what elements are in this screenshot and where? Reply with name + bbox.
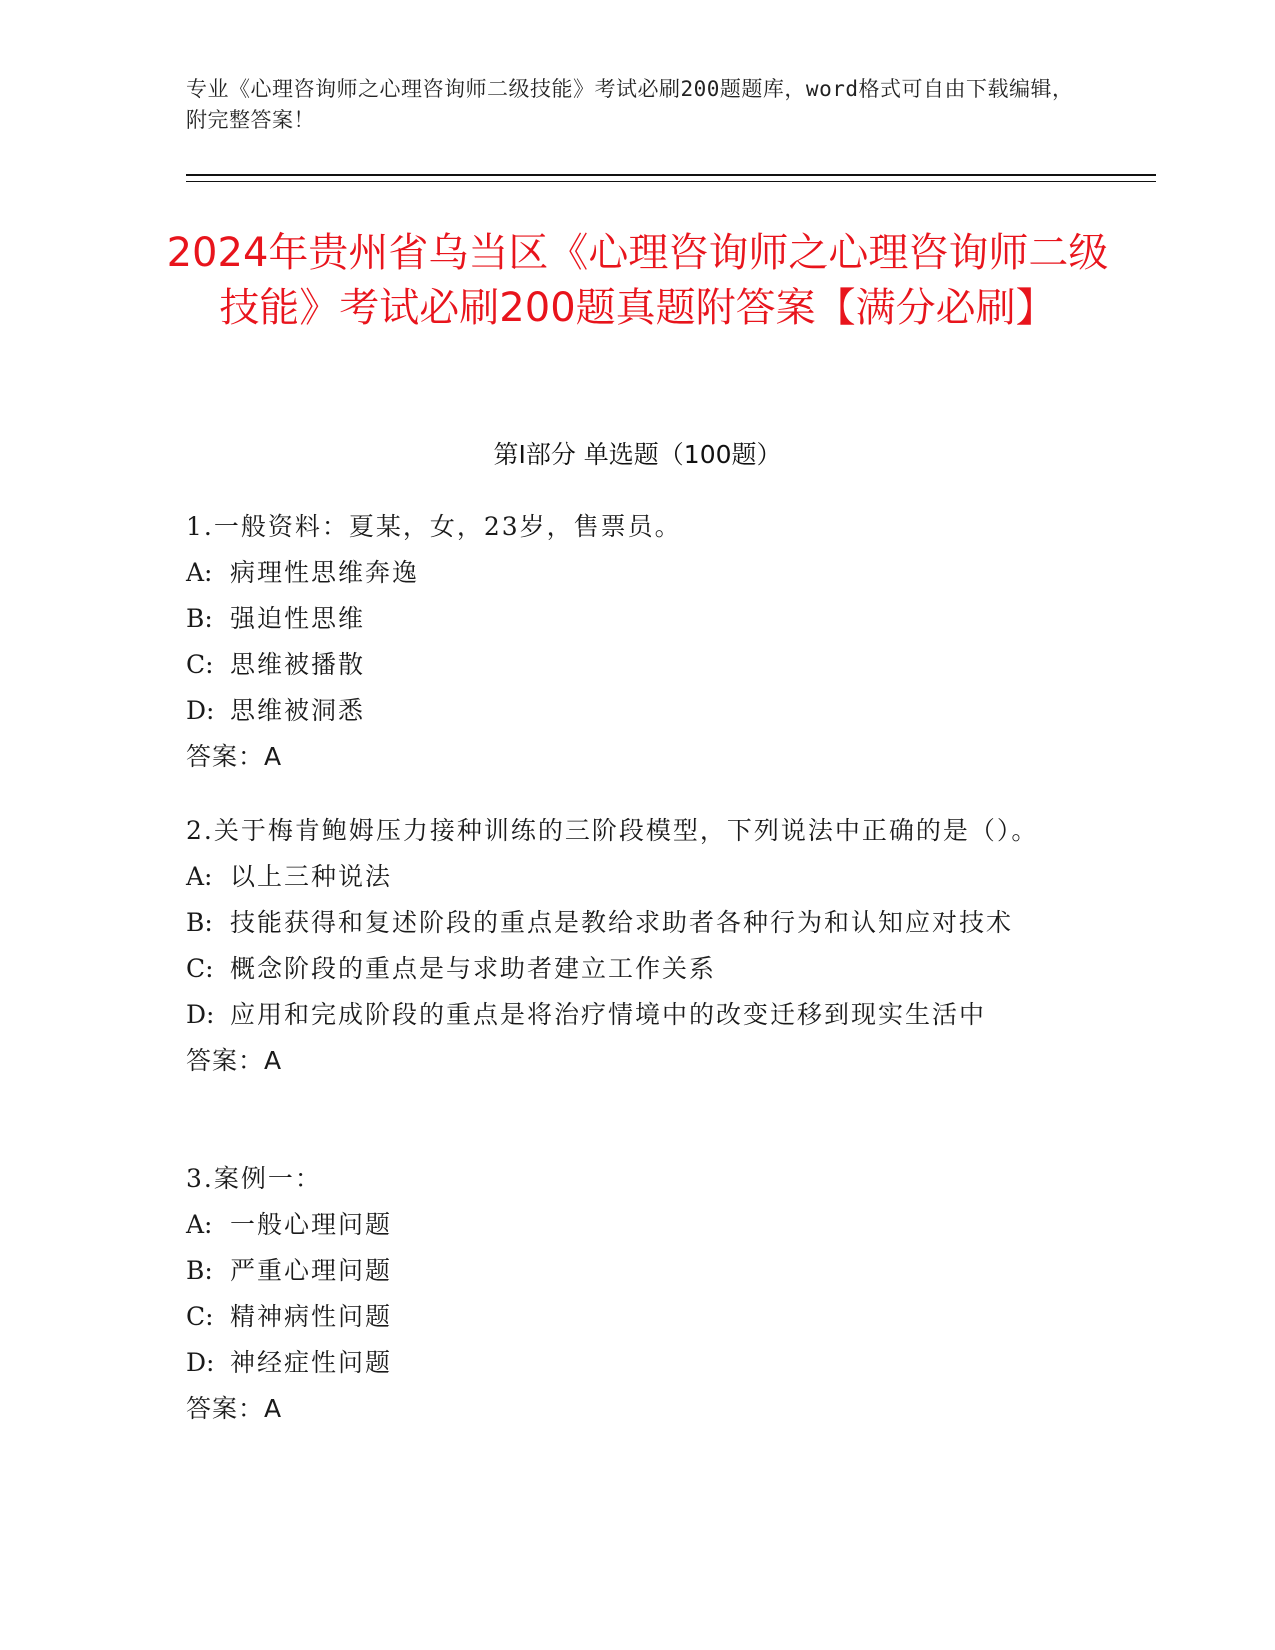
option-c	[186, 946, 1056, 992]
header-rule-thin	[186, 181, 1156, 182]
option-key: D:	[186, 1348, 215, 1377]
option-key: C:	[186, 1302, 214, 1331]
option-key: B:	[186, 908, 213, 937]
option-text: 一般心理问题	[230, 1210, 393, 1239]
option-d	[186, 1340, 1086, 1386]
question-2	[186, 808, 1056, 1084]
option-text: 以上三种说法	[230, 862, 393, 891]
option-key: B:	[186, 604, 213, 633]
answer-line: 答案：A	[186, 1046, 283, 1075]
option-a	[186, 1202, 1086, 1248]
option-c	[186, 642, 1086, 688]
option-text: 强迫性思维	[230, 604, 366, 633]
answer-line: 答案：A	[186, 742, 283, 771]
option-text: 思维被洞悉	[230, 696, 366, 725]
option-key: D:	[186, 1000, 215, 1029]
option-key: C:	[186, 954, 214, 983]
option-text: 神经症性问题	[230, 1348, 393, 1377]
option-text: 概念阶段的重点是与求助者建立工作关系	[230, 954, 717, 983]
option-key: D:	[186, 696, 215, 725]
option-a	[186, 550, 1086, 596]
document-title: 2024年贵州省乌当区《心理咨询师之心理咨询师二级技能》考试必刷200题真题附答案【满分必刷】	[166, 230, 1109, 331]
option-text: 精神病性问题	[230, 1302, 393, 1331]
option-c	[186, 1294, 1086, 1340]
section-heading: 第I部分 单选题（100题）	[493, 440, 782, 469]
answer-line: 答案：A	[186, 1394, 283, 1423]
question-stem: 2.关于梅肯鲍姆压力接种训练的三阶段模型，下列说法中正确的是（）。	[186, 816, 1039, 845]
option-key: A:	[186, 558, 213, 587]
option-key: A:	[186, 862, 213, 891]
option-a	[186, 854, 1056, 900]
option-text: 思维被播散	[230, 650, 366, 679]
header-rule-thick	[186, 174, 1156, 176]
option-key: C:	[186, 650, 214, 679]
option-b	[186, 596, 1086, 642]
option-text: 严重心理问题	[230, 1256, 393, 1285]
option-text: 病理性思维奔逸	[230, 558, 420, 587]
question-stem: 1.一般资料：夏某，女，23岁，售票员。	[186, 512, 682, 541]
option-b	[186, 900, 1056, 946]
header-note: 专业《心理咨询师之心理咨询师二级技能》考试必刷200题题库，word格式可自由下载编辑，附完整答案！	[186, 77, 1074, 132]
option-key: A:	[186, 1210, 213, 1239]
option-b	[186, 1248, 1086, 1294]
option-text: 技能获得和复述阶段的重点是教给求助者各种行为和认知应对技术	[230, 908, 1014, 937]
option-text: 应用和完成阶段的重点是将治疗情境中的改变迁移到现实生活中	[230, 1000, 987, 1029]
question-3	[186, 1156, 1086, 1432]
option-d	[186, 688, 1086, 734]
option-key: B:	[186, 1256, 213, 1285]
question-stem: 3.案例一：	[186, 1164, 322, 1193]
question-1	[186, 504, 1086, 780]
option-d	[186, 992, 1056, 1038]
